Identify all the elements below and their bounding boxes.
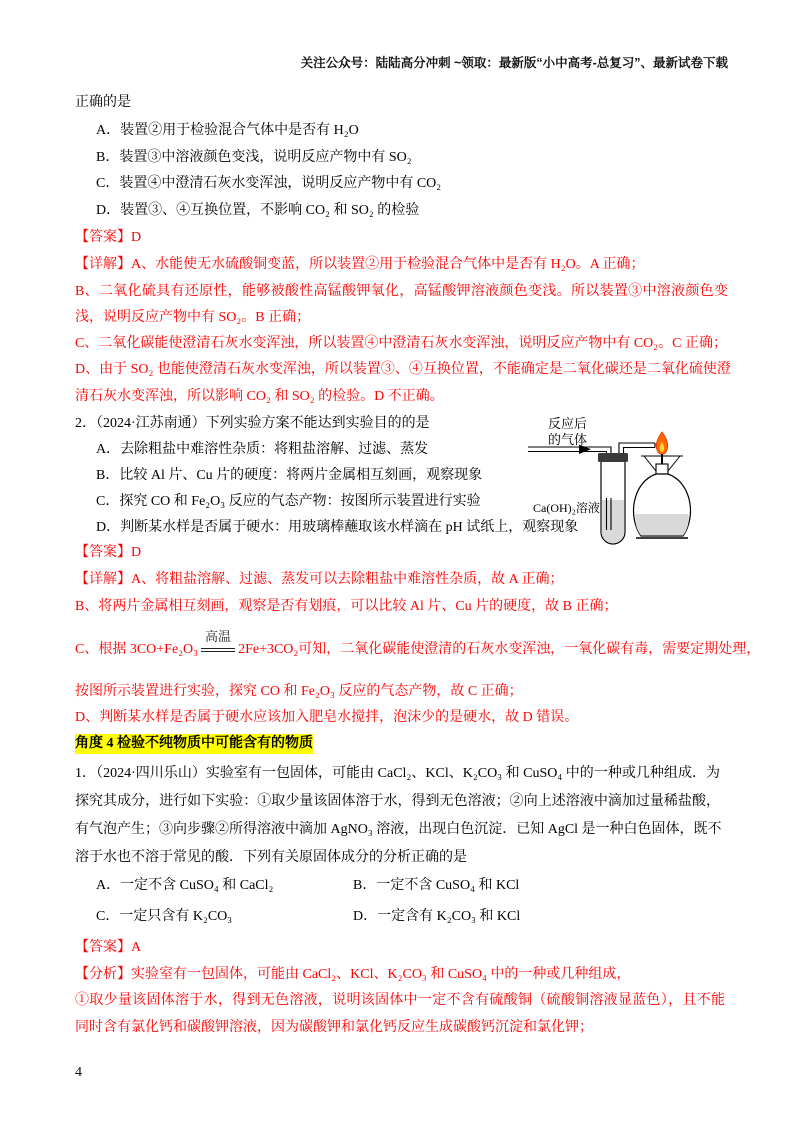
q2-explanation-equation-line	[75, 628, 761, 660]
prev-explanation-line: 清石灰水变浑浊，所以影响 CO₂ 和 SO₂ 的检验。D 不正确。	[75, 389, 444, 404]
q2-explanation-line: 【详解】A、将粗盐溶解、过滤、蒸发可以去除粗盐中难溶性杂质，故 A 正确；	[75, 572, 564, 587]
q3-stem-line: 1．（2024·四川乐山）实验室有一包固体，可能由 CaCl₂、KCl、K₂CO₃ 和 CuSO₄ 中的一种或几种组成．为	[75, 766, 720, 781]
prev-answer: 【答案】D	[75, 230, 142, 245]
prev-explanation-line: C、二氧化碳能使澄清石灰水变浑浊，所以装置④中澄清石灰水变浑浊，说明反应产物中有 CO₂。C 正确；	[75, 336, 728, 351]
q2-stem: 2．（2024·江苏南通）下列实验方案不能达到实验目的的是	[75, 416, 430, 431]
q3-option-a: A．一定不含 CuSO₄ 和 CaCl₂	[96, 878, 274, 893]
q3-option-c: C．一定只含有 K₂CO₃	[96, 909, 233, 924]
q3-option-b: B．一定不含 CuSO₄ 和 KCl	[353, 878, 520, 893]
prev-option-b: B．装置③中溶液颜色变浅，说明反应产物中有 SO₂	[96, 150, 412, 165]
q3-stem-line: 探究其成分，进行如下实验：①取少量该固体溶于水，得到无色溶液；②向上述溶液中滴加过量稀盐酸，	[75, 794, 720, 809]
prev-explanation-line: B、二氧化硫具有还原性，能够被酸性高锰酸钾氧化，高锰酸钾溶液颜色变浅。所以装置③中溶液颜色变	[75, 284, 728, 299]
q2-explanation-line: D、判断某水样是否属于硬水应该加入肥皂水搅拌，泡沫少的是硬水，故 D 错误。	[75, 710, 579, 725]
q2-answer: 【答案】D	[75, 545, 142, 560]
q2-option-d: D．判断某水样是否属于硬水：用玻璃棒蘸取该水样滴在 pH 试纸上，观察现象	[96, 520, 579, 535]
limewater-solution	[602, 500, 625, 543]
q3-analysis-line: 【分析】实验室有一包固体，可能由 CaCl₂、KCl、K₂CO₃ 和 CuSO₄ 中的一种或几种组成，	[75, 967, 631, 982]
q2-explanation-line: B、将两片金属相互刻画，观察是否有划痕，可以比较 Al 片、Cu 片的硬度，故 B 正确；	[75, 599, 618, 614]
gas-label-line2: 的气体	[548, 432, 588, 447]
reaction-condition: 高温	[205, 628, 232, 644]
prev-explanation-line: D、由于 SO₂ 也能使澄清石灰水变浑浊，所以装置③、④互换位置，不能确定是二氧化碳还是二氧化硫使澄	[75, 362, 731, 377]
lamp-alcohol-liquid	[635, 514, 689, 536]
q3-option-d: D．一定含有 K₂CO₃ 和 KCl	[353, 909, 521, 924]
prev-question-stem-end: 正确的是	[75, 95, 131, 110]
q2-option-c: C．探究 CO 和 Fe₂O₃ 反应的气态产物：按图所示装置进行实验	[96, 494, 481, 509]
prev-option-c: C．装置④中澄清石灰水变浑浊，说明反应产物中有 CO₂	[96, 176, 442, 191]
prev-option-d: D．装置③、④互换位置，不影响 CO₂ 和 SO₂ 的检验	[96, 203, 420, 218]
gas-outlet-tube	[619, 443, 655, 454]
q3-stem-line: 有气泡产生；③向步骤②所得溶液中滴加 AgNO₃ 溶液，出现白色沉淀．已知 AgCl 是一种白色固体，既不	[75, 822, 722, 837]
solution-label: Ca(OH)₂溶液	[533, 501, 600, 515]
prev-option-a: A．装置②用于检验混合气体中是否有 H₂O	[96, 123, 359, 138]
page-number: 4	[75, 1065, 82, 1080]
equation-reactants: C、根据 3CO+Fe₂O₃	[75, 642, 199, 657]
q3-analysis-line: 同时含有氯化钙和碳酸钾溶液，因为碳酸钾和氯化钙反应生成碳酸钙沉淀和氯化钾；	[75, 1020, 593, 1035]
q3-answer: 【答案】A	[75, 940, 142, 955]
experiment-apparatus-figure	[515, 408, 740, 550]
header-notice: 关注公众号：陆陆高分冲刺 ~领取：最新版“小中高考-总复习”、最新试卷下载	[300, 56, 728, 70]
rubber-stopper	[598, 453, 628, 462]
q2-option-b: B．比较 Al 片、Cu 片的硬度：将两片金属相互刻画，观察现象	[96, 468, 483, 483]
q2-explanation-line: 按图所示装置进行实验，探究 CO 和 Fe₂O₃ 反应的气态产物，故 C 正确；	[75, 684, 523, 699]
prev-explanation-line: 【详解】A、水能使无水硫酸铜变蓝，所以装置②用于检验混合气体中是否有 H₂O。A 正确；	[75, 257, 645, 272]
reaction-equals-sign	[201, 628, 235, 652]
gas-label-line1: 反应后	[548, 416, 588, 431]
section-title: 角度 4 检验不纯物质中可能含有的物质	[75, 734, 313, 754]
equation-products-text: 2Fe+3CO₂可知，二氧化碳能使澄清的石灰水变浑浊，一氧化碳有毒，需要定期处理，	[238, 642, 761, 657]
q3-stem-line: 溶于水也不溶于常见的酸．下列有关原固体成分的分析正确的是	[75, 850, 467, 865]
q3-analysis-line: ①取少量该固体溶于水，得到无色溶液，说明该固体中一定不含有硫酸铜（硫酸铜溶液显蓝色），且不能	[75, 993, 725, 1008]
lamp-cap	[656, 464, 668, 474]
q2-option-a: A．去除粗盐中难溶性杂质：将粗盐溶解、过滤、蒸发	[96, 442, 429, 457]
prev-explanation-line: 浅，说明反应产物中有 SO₂。B 正确；	[75, 310, 311, 325]
